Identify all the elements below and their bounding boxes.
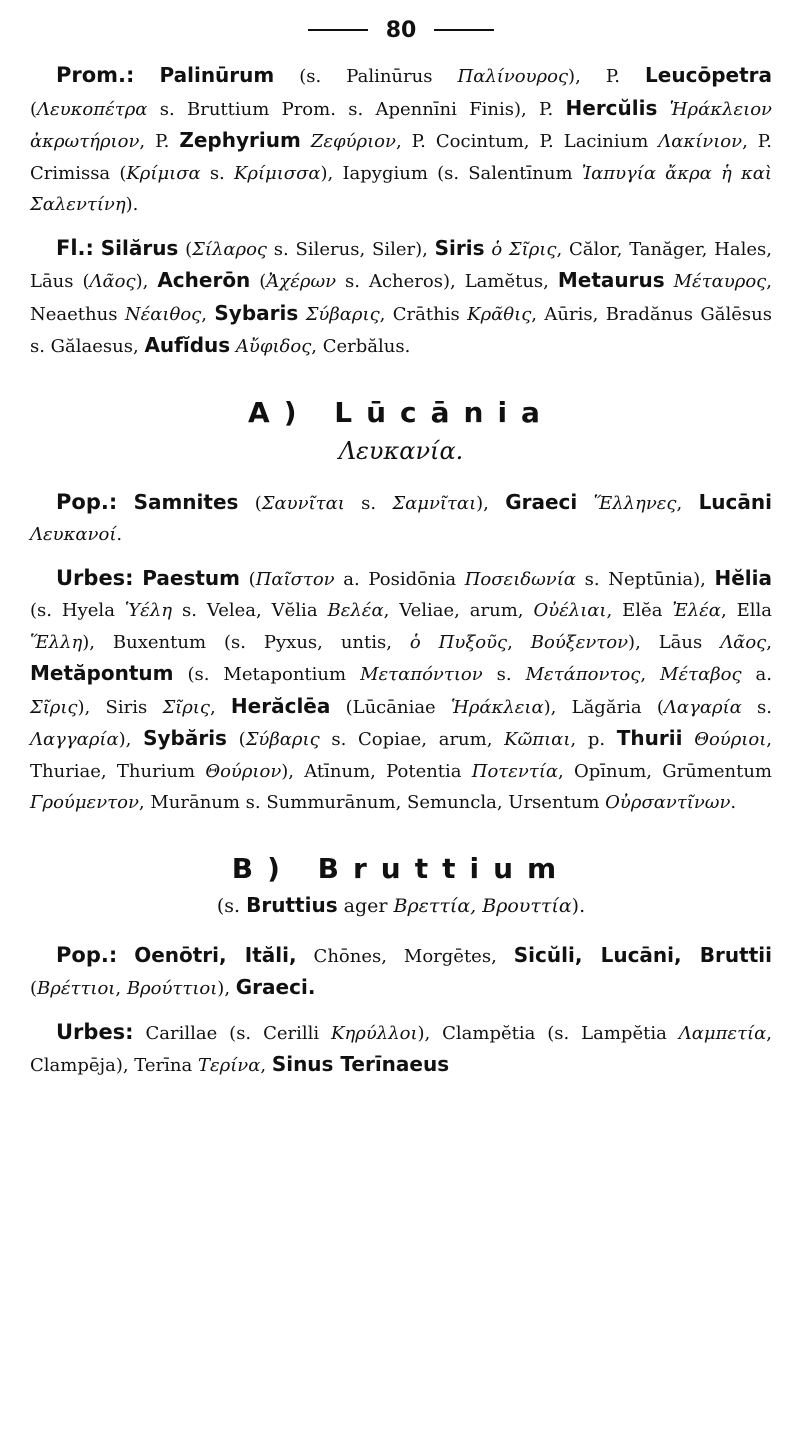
place-name: Sybăris bbox=[143, 726, 227, 750]
text-run: Chōnes, Morgētes, bbox=[296, 945, 514, 967]
book-page bbox=[30, 10, 772, 1094]
section-lucania-heading bbox=[30, 393, 772, 469]
place-name: Zephyrium bbox=[179, 128, 301, 152]
paragraph-lucania-peoples bbox=[30, 487, 772, 551]
paragraph-lead-prom: Prom.: bbox=[56, 63, 135, 87]
text-run: . bbox=[730, 792, 737, 813]
text-run: , p. bbox=[570, 729, 617, 750]
text-run: (s. Metapontium bbox=[173, 664, 361, 685]
place-name: Oenōtri, Ităli, bbox=[134, 942, 297, 967]
text-run: ), Atīnum, Potentia bbox=[281, 760, 472, 782]
text-run: ( bbox=[250, 271, 267, 292]
place-name: Acherōn bbox=[157, 268, 251, 292]
greek-term: Θούριοι bbox=[694, 729, 767, 750]
text-run: ), Iapygium (s. Salentīnum bbox=[320, 162, 582, 184]
greek-term: Μέταυρος bbox=[673, 271, 767, 292]
greek-term: Ἕλληνες bbox=[593, 492, 677, 514]
text-run: , Cerbălus. bbox=[311, 336, 411, 357]
text-run: ), bbox=[118, 729, 144, 750]
place-name: Sicŭli, Lucāni, Bruttii bbox=[513, 942, 772, 967]
section-title-bruttium: B) Bruttium bbox=[231, 851, 571, 885]
greek-term: Λαγγαρία bbox=[30, 729, 119, 750]
text-run: ), Lāus bbox=[628, 631, 721, 653]
text-run bbox=[298, 304, 305, 325]
section-bruttium-heading bbox=[30, 849, 772, 922]
paragraph-bruttium-cities bbox=[30, 1017, 772, 1082]
greek-term: Κρᾶθις bbox=[467, 303, 532, 325]
greek-term: Ἀχέρων bbox=[266, 271, 337, 292]
section-greek-lucania: Λευκανία. bbox=[338, 436, 464, 465]
text-run: , Thuriae, Thurium bbox=[30, 729, 772, 782]
greek-term: ὁ Πυξοῦς bbox=[409, 631, 508, 653]
greek-term: Λᾶος bbox=[720, 631, 767, 653]
text-run bbox=[117, 493, 133, 514]
page-number: 80 bbox=[385, 17, 417, 43]
place-name: Lucāni bbox=[698, 489, 772, 514]
header-rule-left bbox=[308, 29, 368, 31]
text-run: s. Bruttium Prom. s. Apennīni Finis), P. bbox=[147, 98, 566, 120]
text-run: Carillae (s. Cerilli bbox=[133, 1022, 332, 1044]
text-run: , Veliae, arum, bbox=[383, 600, 534, 621]
greek-term: Λαμπετία bbox=[678, 1022, 767, 1044]
greek-term: Παῖστον bbox=[255, 568, 335, 590]
place-name: Silărus bbox=[100, 235, 179, 260]
text-run: s. Copiae, arum, bbox=[319, 729, 505, 750]
text-run: , Elĕa bbox=[606, 600, 673, 621]
greek-term: Σίλαρος bbox=[192, 238, 268, 260]
text-run: ( bbox=[30, 978, 38, 999]
section-title-lucania: A) Lūcānia bbox=[248, 395, 554, 429]
place-name: Palinūrum bbox=[159, 63, 275, 87]
greek-term: Οὐρσαντῖνων bbox=[605, 792, 731, 813]
text-run: , bbox=[640, 664, 661, 685]
greek-term: Κρίμισα bbox=[126, 162, 201, 184]
greek-term: Λευκοπέτρα bbox=[37, 98, 148, 120]
greek-term: Σύβαρις bbox=[305, 303, 380, 325]
header-rule-right bbox=[434, 29, 494, 31]
text-run: a. Posidōnia bbox=[334, 568, 465, 590]
text-run: , bbox=[115, 978, 127, 999]
text-run: , bbox=[260, 1055, 272, 1076]
text-run: ), bbox=[217, 978, 236, 999]
paragraph-lead-a-pop: Pop.: bbox=[56, 489, 118, 514]
place-name: Metaurus bbox=[557, 268, 665, 292]
paragraph-body-a-urbes bbox=[30, 565, 772, 814]
text-run: . bbox=[116, 524, 123, 545]
text-run: ), P. bbox=[568, 66, 646, 87]
place-name: Hercŭlis bbox=[565, 95, 658, 120]
greek-term: Ποτεντία bbox=[471, 760, 559, 782]
text-run: , bbox=[507, 631, 531, 653]
text-run bbox=[577, 493, 593, 514]
text-run bbox=[665, 271, 674, 292]
text-run: s. bbox=[344, 492, 393, 514]
text-run: , Călor, Tanăger, Hales, Lāus ( bbox=[30, 238, 772, 292]
text-run bbox=[134, 66, 159, 87]
greek-term: Ἕλλη bbox=[30, 631, 83, 653]
paragraph-rivers bbox=[30, 233, 772, 363]
text-run: ), Lăgăria ( bbox=[543, 696, 664, 718]
text-run: (Lūcāniae bbox=[330, 696, 451, 718]
note-suffix: ). bbox=[571, 894, 586, 917]
text-run: , bbox=[209, 696, 231, 718]
paragraph-lead-b-pop: Pop.: bbox=[56, 942, 118, 967]
paragraph-promontories bbox=[30, 60, 772, 221]
place-name: Siris bbox=[434, 235, 485, 260]
greek-term: Λακίνιον bbox=[658, 131, 743, 152]
text-run: , Opīnum, Grūmentum bbox=[558, 760, 772, 782]
greek-term: Παλίνουρος bbox=[457, 66, 569, 87]
text-run: s. Silerus, Siler), bbox=[267, 238, 435, 260]
greek-term: Ζεφύριον bbox=[310, 131, 396, 152]
text-run: , bbox=[201, 303, 215, 325]
greek-term: Βρέττιοι bbox=[37, 978, 116, 999]
paragraph-lead-fl: Fl.: bbox=[56, 235, 94, 260]
paragraph-bruttium-peoples bbox=[30, 940, 772, 1005]
place-name: Samnites bbox=[133, 489, 239, 514]
greek-term: Λᾶος bbox=[89, 271, 136, 292]
text-run: ), Clampĕtia (s. Lampĕtia bbox=[417, 1022, 679, 1044]
greek-term: Κηρύλλοι bbox=[331, 1022, 418, 1044]
text-run: , Aūris, Bradănus Gălēsus s. Gălaesus, bbox=[30, 303, 772, 357]
place-name: Graeci. bbox=[235, 975, 316, 999]
place-name: Sinus Terīnaeus bbox=[271, 1052, 450, 1076]
paragraph-body-b-pop bbox=[30, 942, 772, 1000]
paragraph-lead-b-urbes: Urbes: bbox=[56, 1019, 134, 1044]
greek-term: Ἡράκλειον ἀκρωτήριον bbox=[30, 98, 772, 152]
greek-term: Βούξεντον bbox=[530, 631, 629, 653]
greek-term: Μέταβος bbox=[660, 664, 742, 685]
text-run bbox=[117, 946, 134, 967]
section-note-bruttium bbox=[30, 889, 772, 922]
place-name: Hĕlia bbox=[714, 565, 772, 590]
text-run: , Crāthis bbox=[379, 303, 468, 325]
greek-term: Σαυνῖται bbox=[261, 492, 345, 514]
text-run: , Ella bbox=[720, 600, 772, 621]
place-name: Thurii bbox=[616, 726, 683, 750]
greek-term: Σῖρις bbox=[162, 696, 210, 718]
text-run: s. Velea, Vĕlia bbox=[172, 600, 328, 621]
text-run: ), bbox=[476, 492, 506, 514]
text-run: , P. bbox=[139, 131, 180, 152]
text-run: (s. Palinūrus bbox=[274, 66, 458, 87]
note-prefix: (s. bbox=[216, 894, 247, 917]
greek-term: Θούριον bbox=[205, 760, 282, 782]
greek-term: Κῶπιαι bbox=[504, 729, 571, 750]
text-run: ( bbox=[30, 98, 38, 120]
place-name: Metăpontum bbox=[30, 661, 174, 685]
greek-term: Βρούττιοι bbox=[126, 978, 218, 999]
greek-term: Λευκανοί bbox=[30, 524, 117, 545]
text-run: , Neaethus bbox=[30, 271, 772, 325]
greek-term: Ἡράκλεια bbox=[450, 696, 544, 718]
text-run: , Clampēja), Terīna bbox=[30, 1022, 772, 1076]
text-run: ), Buxentum (s. Pyxus, untis, bbox=[82, 631, 410, 653]
place-name: Graeci bbox=[505, 489, 578, 514]
greek-term: Ἰαπυγία ἄκρα ἡ καὶ Σαλεντίνη bbox=[30, 162, 772, 215]
greek-term: Σύβαρις bbox=[245, 729, 320, 750]
text-run: ), bbox=[135, 271, 158, 292]
paragraph-body-fl bbox=[30, 235, 772, 358]
place-name: Leucōpetra bbox=[645, 63, 772, 87]
place-name: Herăclēa bbox=[230, 693, 331, 718]
place-name: Aufĭdus bbox=[144, 333, 231, 357]
text-run: , bbox=[766, 631, 772, 653]
note-mid: ager bbox=[337, 894, 394, 917]
greek-term: Λαγαρία bbox=[663, 696, 742, 718]
text-run: ( bbox=[240, 568, 256, 590]
text-run: ), Siris bbox=[77, 696, 163, 718]
greek-term: Κρίμισσα bbox=[233, 162, 321, 184]
text-run: a. bbox=[741, 664, 772, 685]
note-name: Bruttius bbox=[246, 892, 338, 917]
text-run: ). bbox=[125, 194, 139, 215]
text-run: s. Neptūnia), bbox=[575, 568, 715, 590]
greek-term: Αὔφιδος bbox=[235, 336, 312, 357]
text-run: ( bbox=[238, 492, 262, 514]
text-run: , P. Crimissa ( bbox=[30, 131, 772, 184]
place-name: Paestum bbox=[142, 565, 240, 590]
text-run: ( bbox=[226, 729, 246, 750]
greek-term: Μετάποντος bbox=[525, 664, 641, 685]
text-run: , Murānum s. Summurānum, Semuncla, Ursentum bbox=[138, 792, 606, 813]
text-run bbox=[301, 131, 311, 152]
paragraph-body-a-pop bbox=[30, 489, 772, 546]
greek-term: Γρούμεντον bbox=[30, 792, 139, 813]
greek-term: Σῖρις bbox=[30, 696, 78, 718]
greek-term: Σαμνῖται bbox=[392, 492, 477, 514]
text-run: s. bbox=[741, 696, 772, 718]
text-run: s. Acheros), Lamĕtus, bbox=[336, 271, 558, 292]
greek-term: Ἐλέα bbox=[672, 600, 721, 621]
greek-term: Ὑέλη bbox=[124, 600, 173, 621]
page-header bbox=[30, 10, 772, 50]
text-run bbox=[134, 569, 143, 590]
text-run bbox=[682, 729, 694, 750]
text-run: (s. Hyela bbox=[30, 600, 125, 621]
text-run: , bbox=[676, 492, 699, 514]
paragraph-lead-a-urbes: Urbes: bbox=[56, 565, 134, 590]
greek-term: ὁ Σῖρις bbox=[491, 238, 557, 260]
place-name: Sybaris bbox=[214, 300, 299, 325]
text-run bbox=[657, 99, 669, 120]
text-run: ( bbox=[178, 238, 193, 260]
greek-term: Ποσειδωνία bbox=[464, 568, 576, 590]
text-run bbox=[94, 239, 101, 260]
text-run: s. bbox=[482, 664, 526, 685]
greek-term: Οὐέλιαι bbox=[533, 600, 607, 621]
paragraph-lucania-cities bbox=[30, 563, 772, 819]
greek-term: Τερίνα bbox=[197, 1055, 261, 1076]
note-greek: Βρεττία, Βρουττία bbox=[393, 894, 572, 917]
paragraph-body-prom bbox=[30, 63, 772, 215]
greek-term: Νέαιθος bbox=[124, 303, 202, 325]
greek-term: Βελέα bbox=[327, 600, 384, 621]
paragraph-body-b-urbes bbox=[30, 1023, 772, 1077]
greek-term: Μεταπόντιον bbox=[360, 664, 483, 685]
text-run: s. bbox=[200, 162, 234, 184]
text-run: , P. Cocintum, P. Lacinium bbox=[395, 131, 659, 152]
